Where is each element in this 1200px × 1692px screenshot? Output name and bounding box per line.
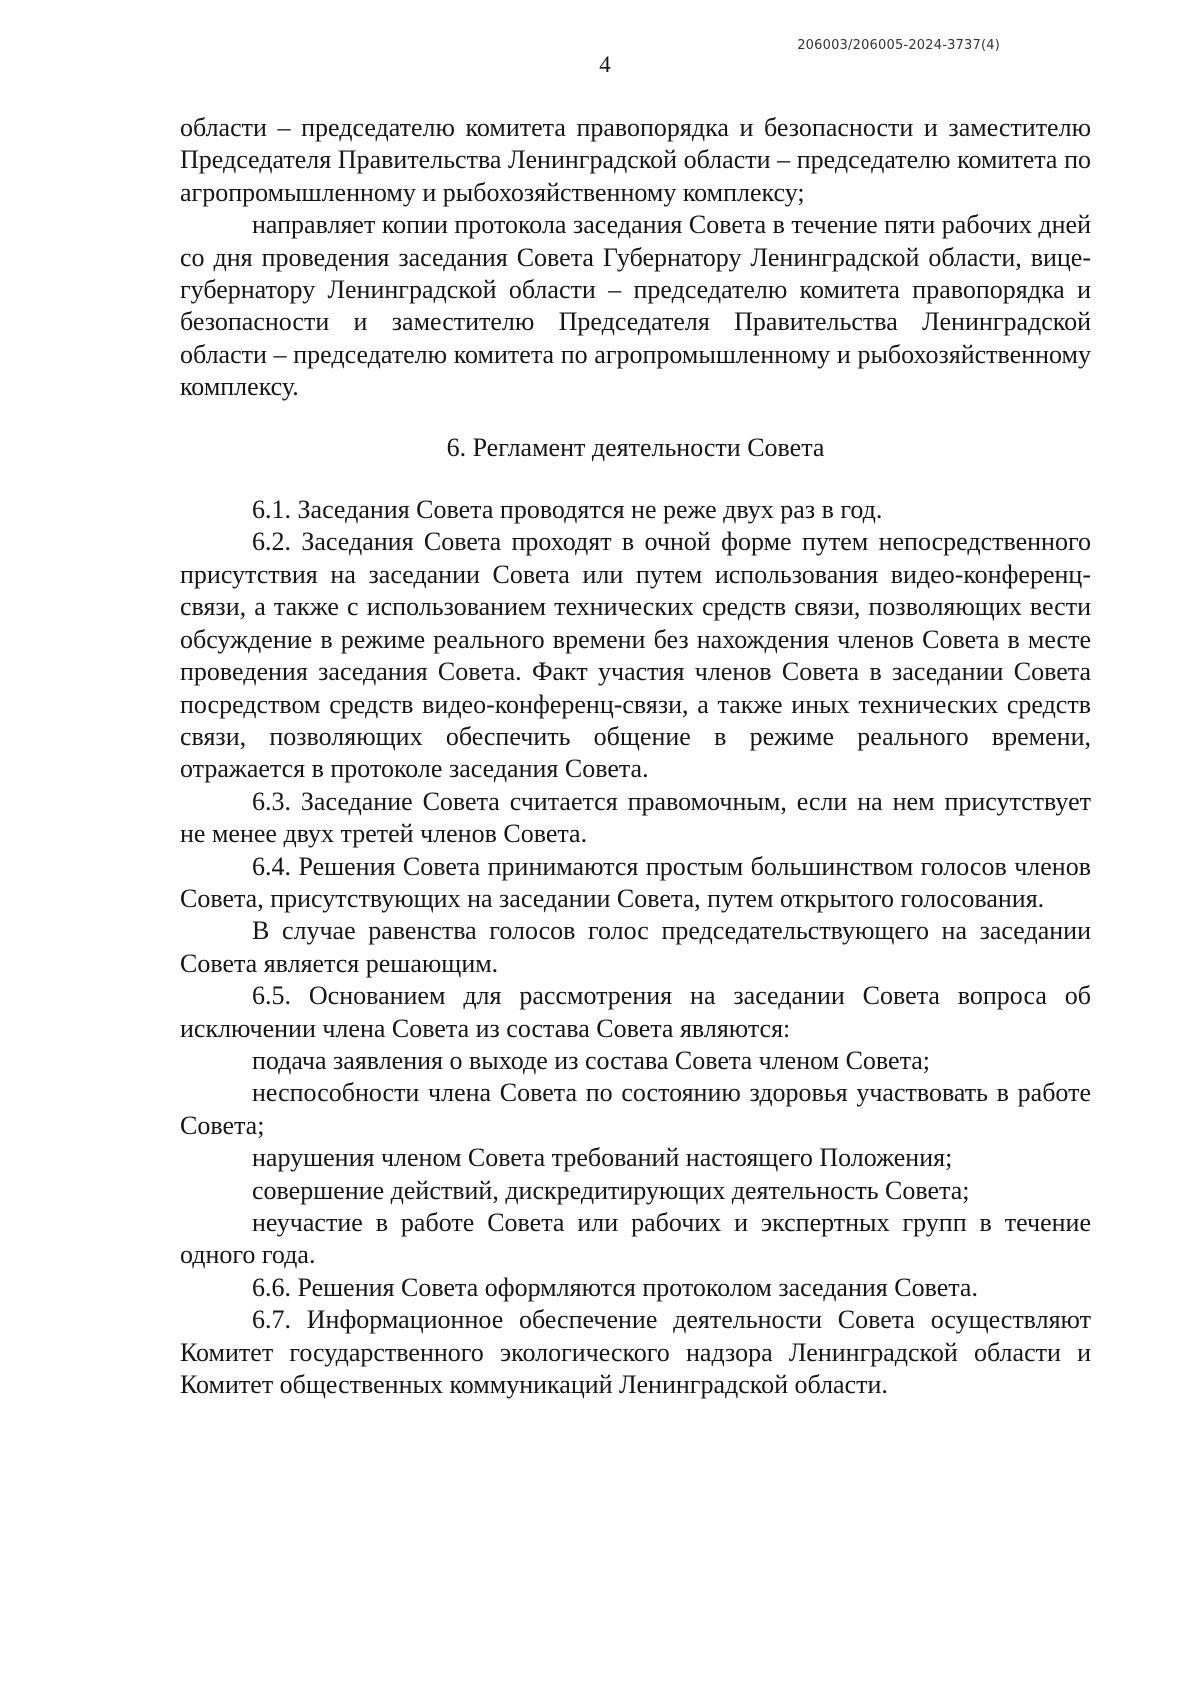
exclusion-ground-resignation: подача заявления о выходе из состава Совета членом Совета;: [252, 1045, 931, 1075]
clause-6-3: 6.3. Заседание Совета считается правомочным, если на нем присутствует не менее двух третей членов Совета.: [180, 786, 1091, 849]
page-number: 4: [599, 52, 611, 77]
exclusion-ground-violation: нарушения членом Совета требований настоящего Положения;: [252, 1143, 953, 1173]
clause-6-4-tie-vote: В случае равенства голосов голос председательствующего на заседании Совета является решающим.: [180, 916, 1091, 978]
clause-6-6: 6.6. Решения Совета оформляются протоколом заседания Совета.: [252, 1272, 978, 1302]
section-heading: 6. Регламент деятельности Совета: [446, 432, 825, 462]
exclusion-ground-non-participation: неучастие в работе Совета или рабочих и экспертных групп в течение одного года.: [180, 1208, 1091, 1270]
document-body: [180, 112, 1091, 1401]
document-registration-number: 206003/206005-2024-3737(4): [797, 38, 1000, 53]
clause-6-7: 6.7. Информационное обеспечение деятельности Совета осуществляют Комитет государственного экологического надзора Ленинградской области и Комитет общественных коммуникаций Ленинградской области.: [180, 1305, 1091, 1400]
exclusion-ground-health: неспособности члена Совета по состоянию здоровья участвовать в работе Совета;: [180, 1078, 1091, 1140]
clause-6-4: 6.4. Решения Совета принимаются простым большинством голосов членов Совета, присутствующих на заседании Совета, путем открытого голосования.: [180, 851, 1091, 913]
clause-6-1: 6.1. Заседания Совета проводятся не реже двух раз в год.: [252, 495, 883, 525]
clause-6-5: 6.5. Основанием для рассмотрения на заседании Совета вопроса об исключении члена Совета из состава Совета являются:: [180, 981, 1091, 1043]
paragraph-protocol-copies: направляет копии протокола заседания Совета в течение пяти рабочих дней со дня проведения заседания Совета Губернатору Ленинградской области, вице-губернатору Ленинградской области – председателю комитета правопорядка и безопасности и заместителю Председателя Правительства Ленинградской области – председателю комитета по агропромышленному и рыбохозяйственному комплексу.: [180, 210, 1091, 402]
exclusion-ground-discrediting: совершение действий, дискредитирующих деятельность Совета;: [252, 1175, 970, 1205]
paragraph-continuation: области – председателю комитета правопорядка и безопасности и заместителю Председателя Правительства Ленинградской области – председателю комитета по агропромышленному и рыбохозяйственному комплексу;: [180, 113, 1091, 207]
clause-6-2: 6.2. Заседания Совета проходят в очной форме путем непосредственного присутствия на заседании Совета или путем использования видео-конференц-связи, а также с использованием технических средств связи, позволяющих вести обсуждение в режиме реального времени без нахождения членов Совета в месте проведения заседания Совета. Факт участия членов Совета в заседании Совета посредством средств видео-конференц-связи, а также иных технических средств связи, позволяющих обеспечить общение в режиме реального времени, отражается в протоколе заседания Совета.: [180, 527, 1091, 784]
